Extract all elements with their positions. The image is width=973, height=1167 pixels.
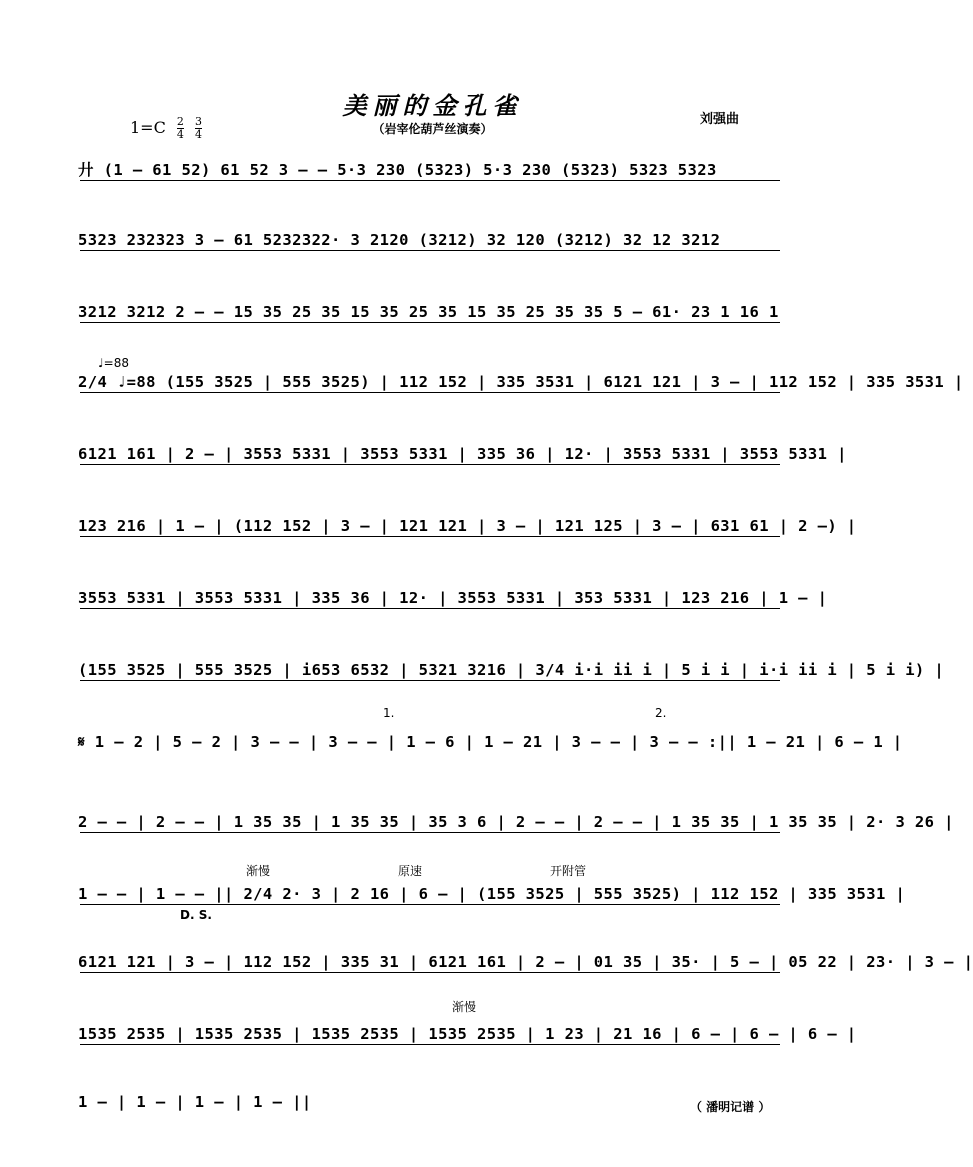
notation-line-7: 3553 5331 | 3553 5331 | 335 36 | 12· | 3553 5331 | 353 5331 | 123 216 | 1 – |	[78, 589, 828, 607]
notation-line-5: 6121 161 | 2 – | 3553 5331 | 3553 5331 | 335 36 | 12· | 3553 5331 | 3553 5331 |	[78, 445, 847, 463]
notation-line-3: 3212 3212 2 – – 15 35 25 35 15 35 25 35 15 35 25 35 35 5 – 61· 23 1 16 1	[78, 303, 779, 321]
beam-line-13	[80, 1044, 780, 1045]
notation-line-4: 2/4 ♩=88 (155 3525 | 555 3525) | 112 152 | 335 3531 | 6121 121 | 3 – | 112 152 | 335 3531 |	[78, 373, 964, 391]
notation-line-1: 廾 (1 – 61 52) 61 52 3 – – 5·3 230 (5323) 5·3 230 (5323) 5323 5323	[78, 161, 717, 179]
beam-line-1	[80, 180, 780, 181]
beam-line-11	[80, 904, 780, 905]
volta-2: 2.	[655, 706, 667, 720]
time-num: 2	[176, 115, 184, 128]
score-subtitle: （岩宰伦葫芦丝演奏）	[372, 122, 493, 136]
notation-line-6: 123 216 | 1 – | (112 152 | 3 – | 121 121 | 3 – | 121 125 | 3 – | 631 61 | 2 –) |	[78, 517, 857, 535]
time-den: 4	[195, 128, 203, 141]
dal-segno: D. S.	[180, 908, 212, 922]
tempo-mark: ♩=88	[98, 356, 129, 370]
tempo-direction-jianman: 渐慢	[246, 864, 271, 878]
tempo-direction-jianman-2: 渐慢	[452, 1000, 477, 1014]
notation-line-12: 6121 121 | 3 – | 112 152 | 335 31 | 6121 161 | 2 – | 01 35 | 35· | 5 – | 05 22 | 23· | 3 – |	[78, 953, 973, 971]
time-den: 4	[176, 128, 184, 141]
beam-line-4	[80, 392, 780, 393]
notation-line-8: (155 3525 | 555 3525 | i653 6532 | 5321 3216 | 3/4 i·i ii i | 5 i i | i·i ii i | 5 i i) |	[78, 661, 945, 679]
volta-1: 1.	[383, 706, 395, 720]
key-text: 1=C	[130, 118, 166, 137]
beam-line-3	[80, 322, 780, 323]
tempo-direction-yuansu: 原速	[398, 864, 423, 878]
beam-line-7	[80, 608, 780, 609]
notation-line-14: 1 – | 1 – | 1 – | 1 – ||	[78, 1093, 312, 1111]
score-title: 美丽的金孔雀	[342, 91, 523, 120]
beam-line-2	[80, 250, 780, 251]
notation-line-11: 1 – – | 1 – – || 2/4 2· 3 | 2 16 | 6 – | (155 3525 | 555 3525) | 112 152 | 335 3531 |	[78, 885, 906, 903]
notation-line-9: 𝄋 1 – 2 | 5 – 2 | 3 – – | 3 – – | 1 – 6 | 1 – 21 | 3 – – | 3 – – :|| 1 – 21 | 6 – 1 |	[78, 733, 903, 751]
composer: 刘强曲	[700, 112, 740, 127]
beam-line-12	[80, 972, 780, 973]
notation-line-13: 1535 2535 | 1535 2535 | 1535 2535 | 1535 2535 | 1 23 | 21 16 | 6 – | 6 – | 6 – |	[78, 1025, 857, 1043]
beam-line-6	[80, 536, 780, 537]
time-num: 3	[195, 115, 203, 128]
beam-line-10	[80, 832, 780, 833]
beam-line-8	[80, 680, 780, 681]
notation-line-10: 2 – – | 2 – – | 1 35 35 | 1 35 35 | 35 3 6 | 2 – – | 2 – – | 1 35 35 | 1 35 35 | 2· 3 26 |	[78, 813, 954, 831]
direction-kaifuguan: 开附管	[550, 864, 587, 878]
beam-line-5	[80, 464, 780, 465]
transcriber-credit: （ 潘明记谱 ）	[690, 1100, 771, 1114]
notation-line-2: 5323 232323 3 – 61 5232322· 3 2120 (3212) 32 120 (3212) 32 12 3212	[78, 231, 721, 249]
